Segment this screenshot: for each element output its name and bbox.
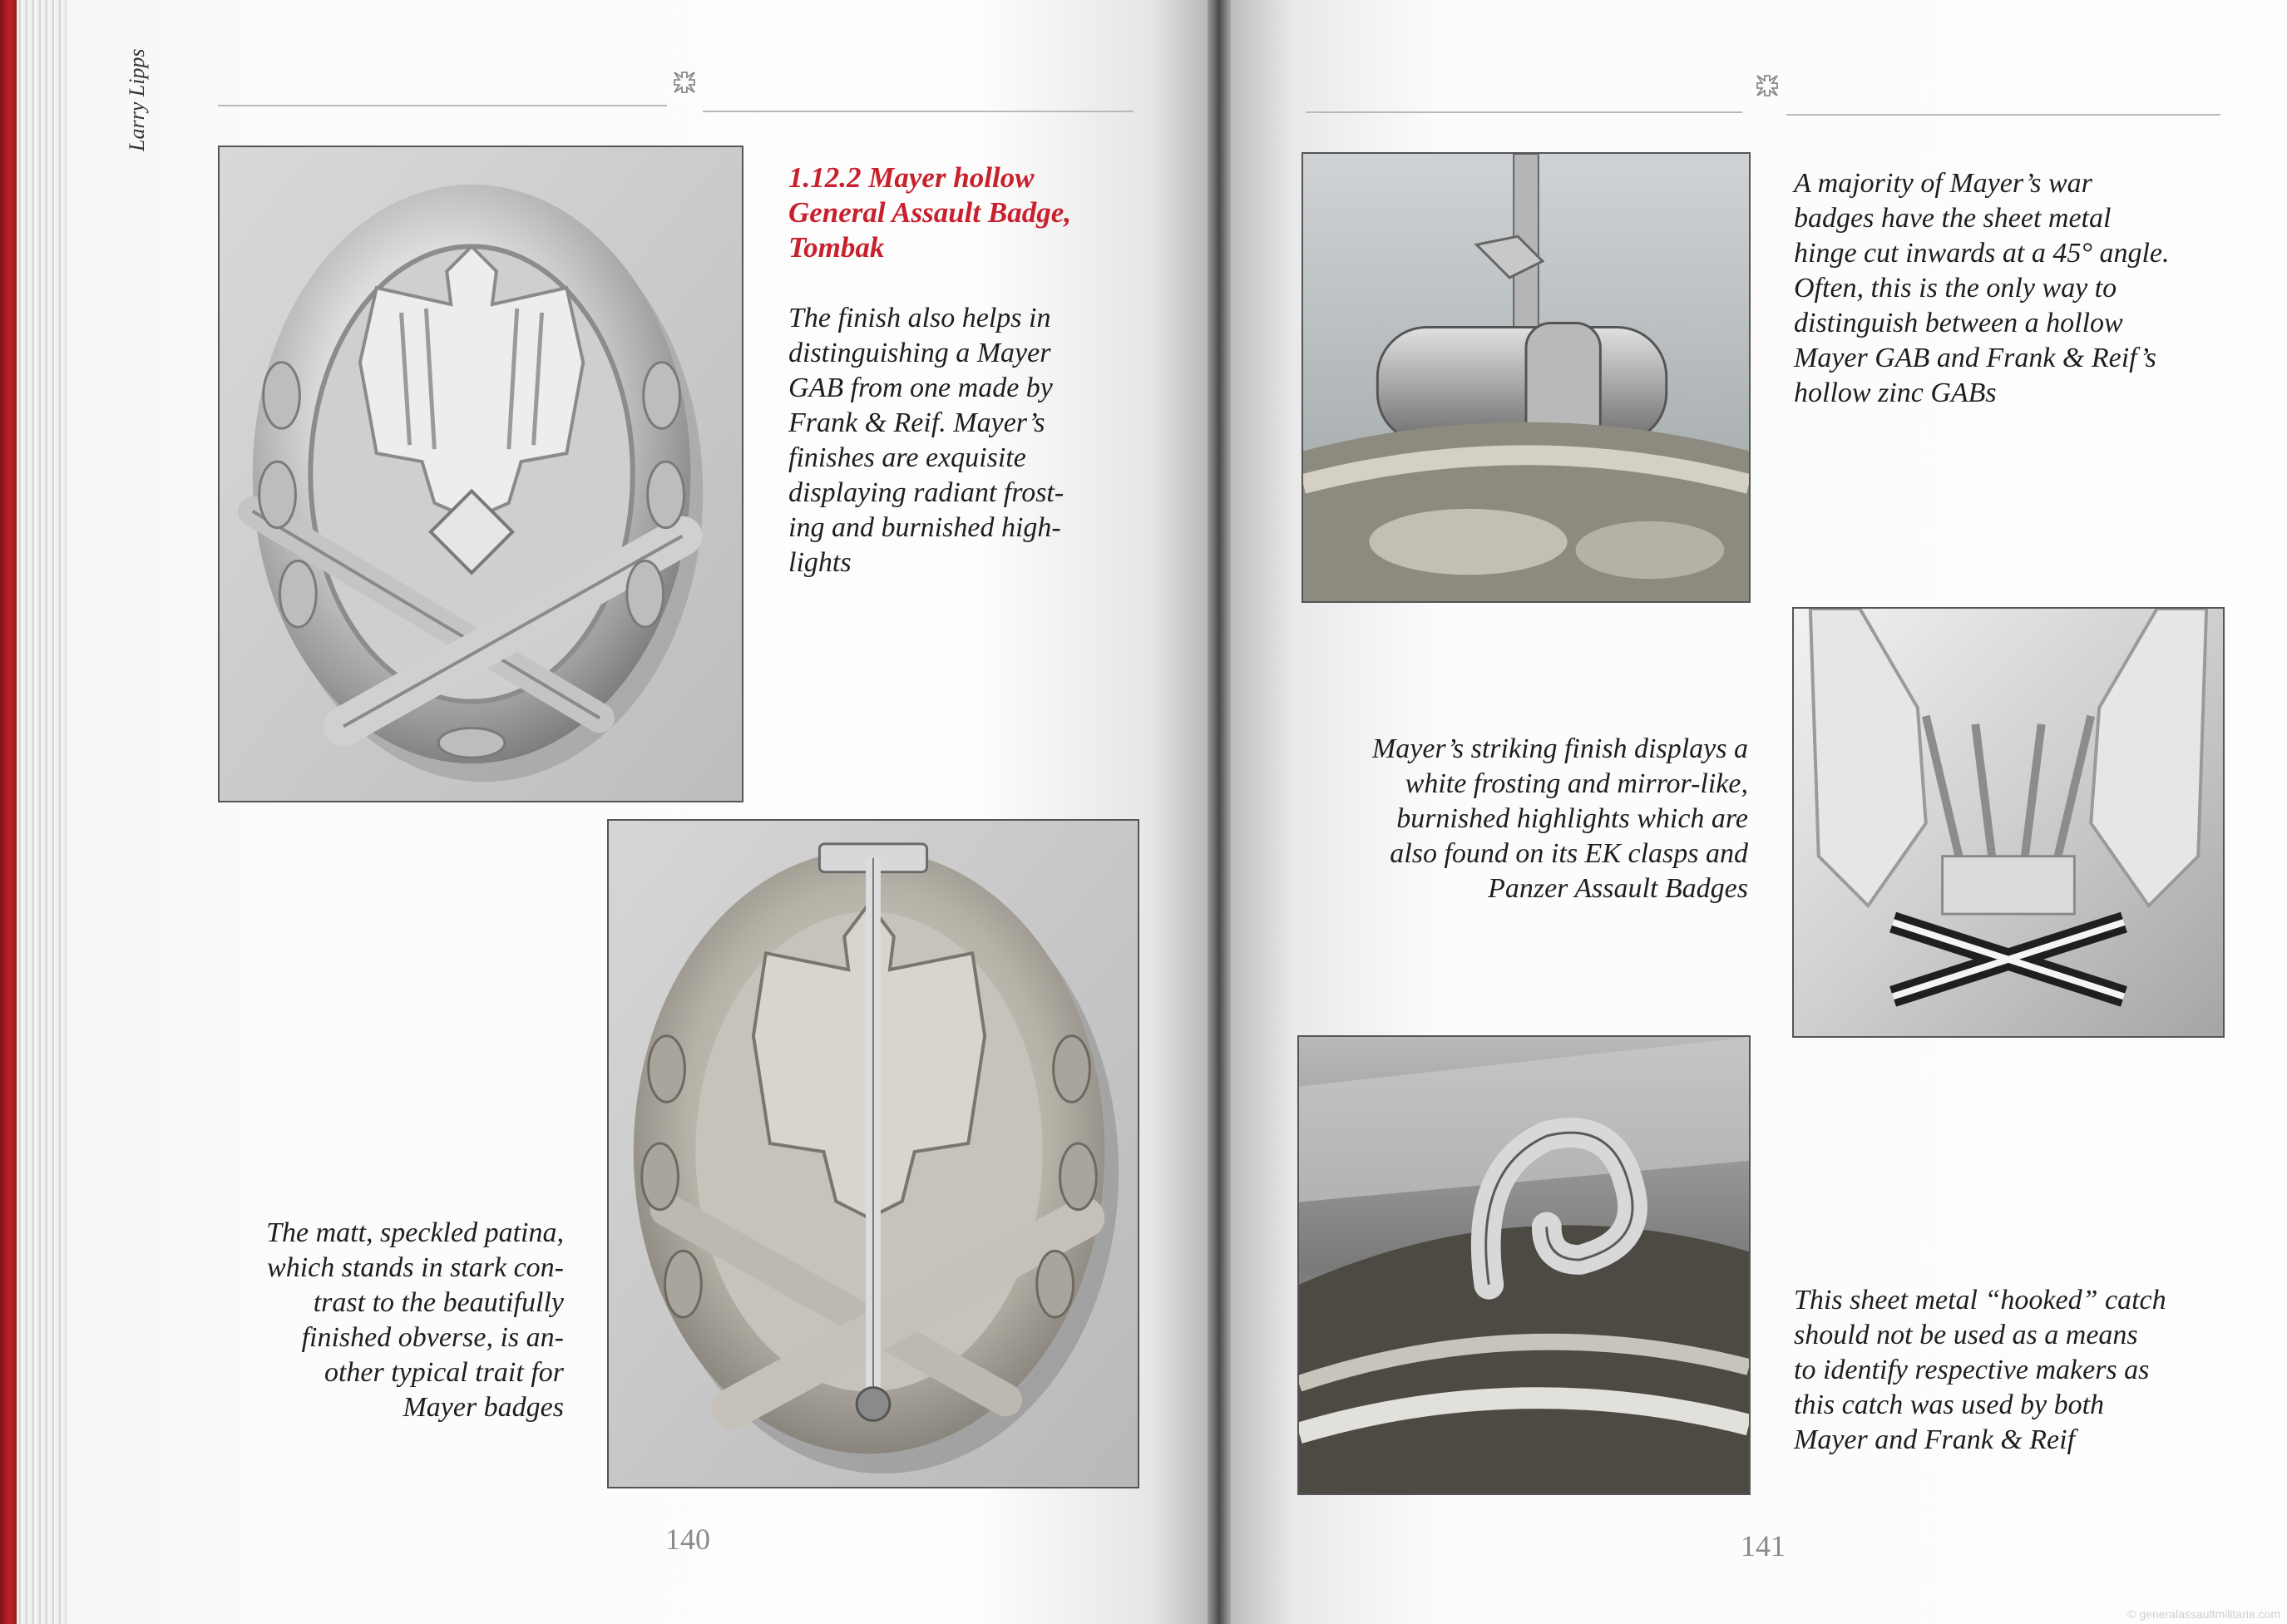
caption-line: Mayer GAB and Frank & Reif’s (1794, 343, 2156, 373)
caption-line: finishes are exquisite (788, 442, 1026, 473)
catch-caption (1794, 1283, 2260, 1458)
caption-line: which stands in stark con- (267, 1252, 564, 1283)
heading-line-2: General Assault Badge, (788, 196, 1071, 229)
caption-line: Mayer’s striking finish displays a (1371, 733, 1748, 764)
page-block-edges (17, 0, 67, 1624)
left-header-rule-a (218, 105, 667, 106)
page-number-right: 141 (1741, 1529, 1786, 1562)
caption-line: finished obverse, is an- (301, 1322, 564, 1353)
book-cover-edge (0, 0, 17, 1624)
obverse-caption (788, 301, 1138, 580)
caption-line: hinge cut inwards at a 45° angle. (1794, 238, 2170, 269)
page-number-left: 140 (665, 1523, 710, 1556)
section-heading (788, 160, 1138, 265)
caption-line: hollow zinc GABs (1794, 378, 1997, 408)
obverse-badge-photo (218, 146, 743, 802)
caption-line: The finish also helps in (788, 303, 1051, 333)
caption-line: also found on its EK clasps and (1390, 838, 1748, 869)
caption-line: to identify respective makers as (1794, 1355, 2150, 1385)
caption-line: distinguish between a hollow (1794, 308, 2123, 338)
hinge-caption (1794, 166, 2285, 411)
copyright-watermark: © generalassaultmilitaria.com (2127, 1607, 2280, 1621)
book-gutter (1208, 0, 1231, 1624)
caption-line: A majority of Mayer’s war (1794, 168, 2092, 199)
left-header-rule-b (703, 111, 1134, 112)
right-header-rule-a (1306, 111, 1742, 113)
reverse-badge-photo (607, 819, 1139, 1488)
caption-line: GAB from one made by (788, 373, 1053, 403)
caption-line: The matt, speckled patina, (266, 1217, 564, 1248)
caption-line: Often, this is the only way to (1794, 273, 2117, 304)
caption-line: burnished highlights which are (1396, 803, 1748, 834)
finish-caption (1316, 732, 1748, 906)
iron-cross-icon (1755, 73, 1780, 98)
caption-line: displaying radiant frost- (788, 477, 1064, 508)
caption-line: distinguishing a Mayer (788, 338, 1051, 368)
right-header-rule-b (1786, 114, 2220, 116)
reverse-caption (191, 1216, 564, 1425)
caption-line: lights (788, 547, 852, 578)
caption-line: Mayer and Frank & Reif (1794, 1424, 2076, 1455)
caption-line: badges have the sheet metal (1794, 203, 2112, 234)
caption-line: trast to the beautifully (313, 1287, 564, 1318)
running-head-author: Larry Lipps (125, 48, 149, 151)
hinge-closeup-photo (1302, 152, 1751, 603)
iron-cross-icon (672, 70, 697, 95)
caption-line: this catch was used by both (1794, 1390, 2105, 1420)
caption-line: Mayer badges (403, 1392, 564, 1423)
finish-closeup-photo (1792, 607, 2225, 1038)
heading-line-3: Tombak (788, 231, 885, 264)
catch-closeup-photo (1297, 1035, 1751, 1495)
caption-line: should not be used as a means (1794, 1320, 2138, 1350)
heading-line-1: 1.12.2 Mayer hollow (788, 161, 1035, 194)
caption-line: ing and burnished high- (788, 512, 1061, 543)
caption-line: white frosting and mirror-like, (1405, 768, 1748, 799)
caption-line: other typical trait for (324, 1357, 564, 1388)
caption-line: Frank & Reif. Mayer’s (788, 407, 1045, 438)
caption-line: Panzer Assault Badges (1488, 873, 1748, 904)
caption-line: This sheet metal “hooked” catch (1794, 1285, 2166, 1315)
